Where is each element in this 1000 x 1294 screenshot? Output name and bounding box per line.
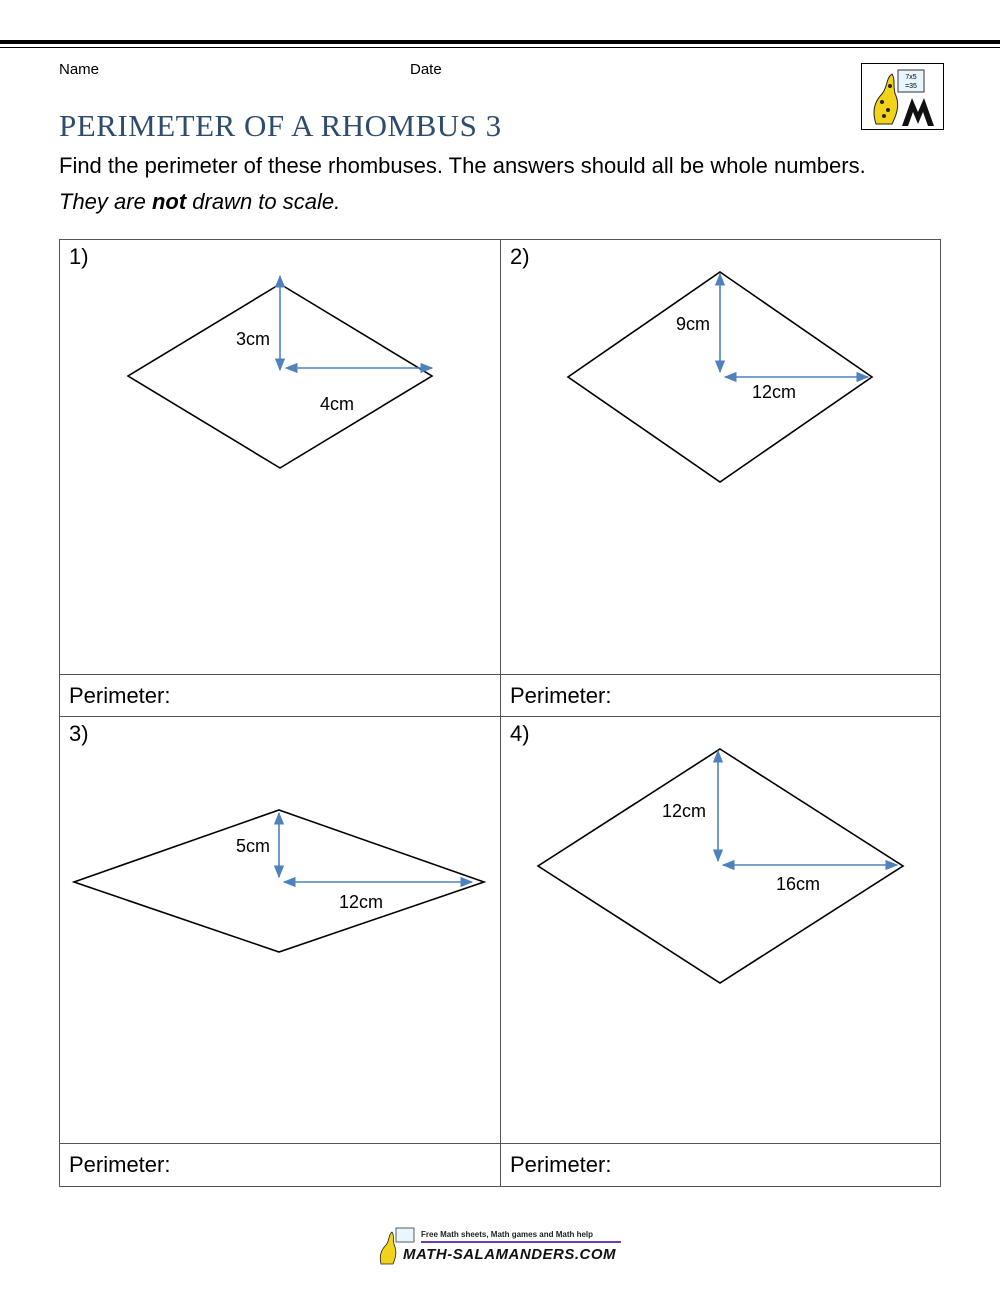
header-rule-thick bbox=[0, 40, 1000, 44]
salamander-logo bbox=[861, 63, 944, 130]
problem-4-number: 4) bbox=[510, 721, 530, 746]
problem-2-rhombus-figure bbox=[501, 240, 940, 674]
logo-card-text-2: =35 bbox=[905, 83, 917, 90]
page-title: PERIMETER OF A RHOMBUS 3 bbox=[59, 108, 502, 143]
problem-4-perimeter-label: Perimeter: bbox=[510, 1152, 612, 1177]
footer-tagline: Free Math sheets, Math games and Math help bbox=[421, 1230, 594, 1239]
problem-1-half-width-label: 4cm bbox=[320, 394, 355, 414]
problem-4-half-height-label: 12cm bbox=[662, 801, 707, 821]
problem-1-number: 1) bbox=[69, 244, 89, 269]
problem-4-rhombus-figure bbox=[501, 717, 940, 1143]
instructions-line-1: Find the perimeter of these rhombuses. The answers should all be whole numbers. bbox=[59, 153, 866, 178]
header-rule-thin bbox=[0, 47, 1000, 48]
problem-3-rhombus-figure bbox=[60, 717, 500, 1143]
problem-4-perimeter-cell bbox=[500, 1143, 941, 1187]
problem-3-number: 3) bbox=[69, 721, 89, 746]
problem-3-perimeter-cell bbox=[59, 1143, 501, 1187]
name-label: Name bbox=[59, 61, 100, 78]
date-label: Date bbox=[410, 61, 442, 78]
problem-2-perimeter-label: Perimeter: bbox=[510, 683, 612, 708]
instructions-line-2-pre: They are bbox=[59, 189, 152, 214]
footer-site-name: MATH-SALAMANDERS.COM bbox=[403, 1246, 617, 1263]
footer-logo bbox=[375, 1226, 625, 1266]
instructions-line-2-post: drawn to scale. bbox=[186, 189, 341, 214]
problem-2-drawing-cell bbox=[500, 239, 941, 675]
problem-4-half-width-label: 16cm bbox=[776, 874, 821, 894]
problem-2-half-width-label: 12cm bbox=[752, 382, 797, 402]
problem-3-perimeter-label: Perimeter: bbox=[69, 1152, 171, 1177]
problem-1-drawing-cell bbox=[59, 239, 501, 675]
problem-2-number: 2) bbox=[510, 244, 530, 269]
instructions-line-2 bbox=[59, 189, 340, 215]
problem-3-drawing-cell bbox=[59, 716, 501, 1144]
problem-1-perimeter-cell bbox=[59, 674, 501, 717]
problem-1-perimeter-label: Perimeter: bbox=[69, 683, 171, 708]
problem-3-half-height-label: 5cm bbox=[236, 836, 271, 856]
problem-1-rhombus-figure bbox=[60, 240, 500, 674]
problem-1-half-height-label: 3cm bbox=[236, 329, 271, 349]
problem-2-perimeter-cell bbox=[500, 674, 941, 717]
instructions-line-2-emphasis: not bbox=[151, 189, 187, 214]
problem-4-rhombus bbox=[538, 749, 903, 983]
footer-card-icon bbox=[396, 1228, 414, 1242]
footer-salamander-icon bbox=[380, 1232, 396, 1264]
problem-4-drawing-cell bbox=[500, 716, 941, 1144]
problem-2-half-height-label: 9cm bbox=[676, 314, 711, 334]
problem-grid bbox=[59, 239, 941, 1187]
problem-3-half-width-label: 12cm bbox=[339, 892, 384, 912]
logo-card-text-1: 7x5 bbox=[905, 74, 917, 81]
